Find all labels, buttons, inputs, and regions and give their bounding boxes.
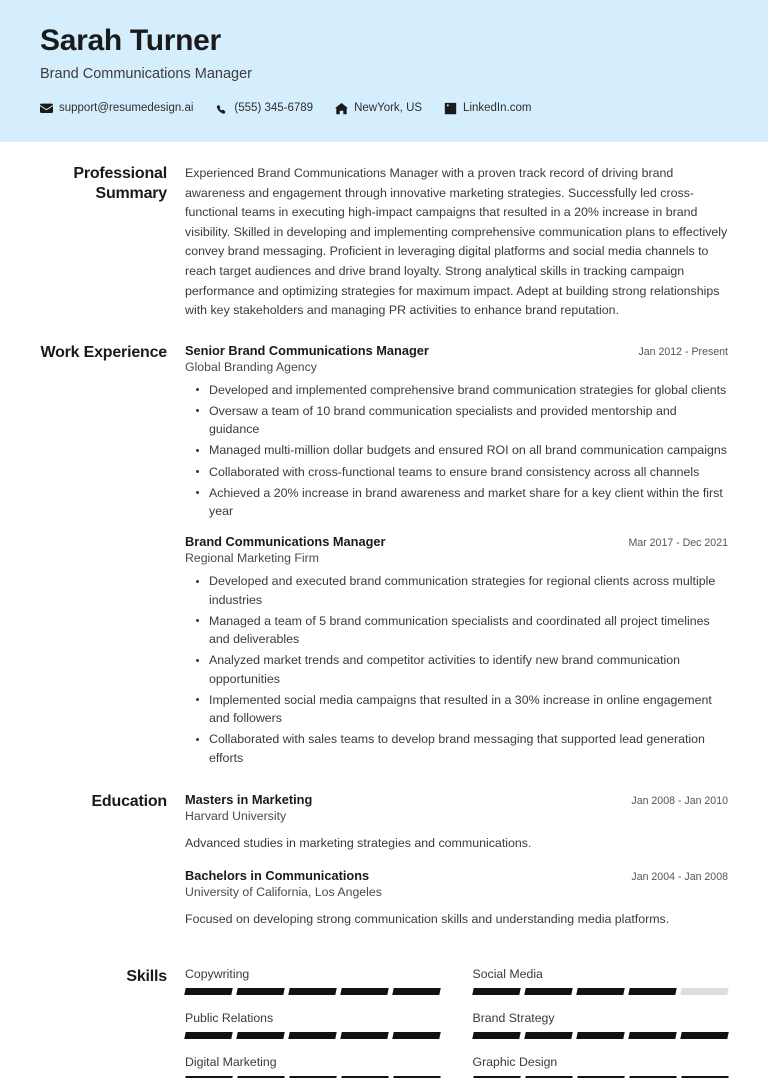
contact-phone-text: (555) 345-6789 — [234, 102, 314, 114]
education-school: Harvard University — [185, 808, 287, 823]
work-entry-title: Brand Communications Manager — [185, 534, 386, 550]
work-content — [185, 343, 728, 770]
skills-grid — [185, 967, 728, 1078]
skill-item — [473, 1011, 729, 1055]
skill-rating-bar — [473, 1032, 729, 1039]
skill-rating-segment — [524, 988, 573, 995]
section-label-work: Work Experience — [40, 343, 167, 361]
list-item: Collaborated with cross-functional teams to ensure brand consistency across all channels — [207, 463, 728, 481]
skill-rating-segment — [236, 988, 285, 995]
work-entry-head — [185, 343, 728, 358]
skill-rating-segment — [184, 988, 233, 995]
skills-content — [185, 967, 728, 1078]
list-item: Implemented social media campaigns that resulted in a 30% increase in online engagement and followers — [207, 691, 728, 727]
list-item: Developed and implemented comprehensive brand communication strategies for global clients — [207, 381, 728, 399]
section-label-summary: Professional Summary — [73, 165, 167, 202]
skill-name: Graphic Design — [472, 1054, 558, 1069]
section-label-education: Education — [91, 792, 167, 810]
skill-rating-segment — [341, 988, 390, 995]
skill-rating-segment — [524, 1032, 573, 1039]
work-entry-date: Jan 2012 - Present — [638, 345, 728, 358]
skill-rating-bar — [185, 1032, 441, 1039]
list-item: Collaborated with sales teams to develop brand messaging that supported lead generation efforts — [207, 730, 728, 766]
skill-item — [185, 1011, 441, 1055]
list-item: Managed a team of 5 brand communication specialists and coordinated all project timelines and deliverables — [207, 612, 728, 648]
skill-rating-segment — [341, 1032, 390, 1039]
education-date: Jan 2008 - Jan 2010 — [631, 794, 728, 807]
education-school: University of California, Los Angeles — [185, 885, 382, 900]
work-entry-date: Mar 2017 - Dec 2021 — [628, 537, 728, 550]
work-entry-bullets — [185, 381, 728, 521]
resume-body — [0, 142, 768, 1078]
skill-item — [473, 967, 729, 1011]
work-entry-company: Global Branding Agency — [185, 359, 317, 374]
summary-content — [185, 164, 728, 321]
skill-rating-segment — [236, 1032, 285, 1039]
contact-location-text: NewYork, US — [354, 102, 423, 114]
education-entry-head — [185, 868, 728, 883]
skill-rating-segment — [628, 1032, 677, 1039]
skill-rating-segment — [393, 1032, 442, 1039]
education-date: Jan 2004 - Jan 2008 — [631, 871, 728, 884]
contact-linkedin[interactable] — [444, 102, 531, 115]
resume-header — [0, 0, 768, 142]
header-job-title: Brand Communications Manager — [40, 65, 252, 82]
work-entry-title: Senior Brand Communications Manager — [185, 342, 429, 358]
phone-icon — [215, 102, 228, 115]
list-item: Oversaw a team of 10 brand communication specialists and provided mentorship and guidance — [207, 402, 728, 438]
skill-rating-segment — [472, 1032, 521, 1039]
skill-name: Digital Marketing — [185, 1054, 277, 1069]
envelope-icon — [40, 102, 53, 115]
contact-email[interactable] — [40, 102, 193, 115]
work-entry-company: Regional Marketing Firm — [185, 551, 319, 566]
contact-linkedin-text: LinkedIn.com — [463, 102, 532, 114]
education-degree: Bachelors in Communications — [185, 868, 370, 884]
work-entry-bullets — [185, 572, 728, 766]
work-entry — [185, 534, 728, 766]
skill-name: Brand Strategy — [472, 1010, 555, 1025]
list-item: Achieved a 20% increase in brand awareness and market share for a key client within the first year — [207, 484, 728, 520]
contact-email-text: support@resumedesign.ai — [59, 102, 194, 114]
skill-rating-segment — [472, 988, 521, 995]
education-description: Focused on developing strong communication skills and understanding media platforms. — [185, 912, 670, 927]
skill-rating-segment — [576, 1032, 625, 1039]
skill-name: Copywriting — [185, 966, 250, 981]
education-entry-head — [185, 792, 728, 807]
skill-rating-segment — [184, 1032, 233, 1039]
list-item: Managed multi-million dollar budgets and ensured ROI on all brand communication campaigns — [207, 441, 728, 459]
section-work-experience — [40, 321, 728, 770]
skill-rating-segment — [288, 988, 337, 995]
list-item: Developed and executed brand communication strategies for regional clients across multiple industries — [207, 572, 728, 608]
skill-rating-segment — [288, 1032, 337, 1039]
education-content — [185, 792, 728, 945]
summary-text: Experienced Brand Communications Manager with a proven track record of driving brand awareness and engagement through innovative marketing strategies. Successfully led cross-functional teams in executing high-impact campaigns that resulted in a 20% increase in brand visibility. Skilled in developing and implementing comprehensive communication plans to effectively convey brand messaging. Proficient in leveraging digital platforms and social media channels to reach target audiences and drive brand loyalty. Strong analytical skills in tracking campaign performance and optimizing strategies for maximum impact. Adept at building strong relationships with key stakeholders and managing PR activities to enhance brand reputation. — [185, 166, 728, 318]
skill-name: Social Media — [472, 966, 543, 981]
list-item: Analyzed market trends and competitor activities to identify new brand communication opportunities — [207, 651, 728, 687]
page-title: Sarah Turner — [40, 24, 221, 57]
skill-item — [473, 1055, 729, 1078]
education-degree: Masters in Marketing — [185, 791, 313, 807]
skill-rating-bar — [473, 988, 729, 995]
work-entry — [185, 343, 728, 521]
education-entry — [185, 868, 728, 929]
education-description: Advanced studies in marketing strategies and communications. — [185, 835, 532, 850]
skill-item — [185, 967, 441, 1011]
work-entry-head — [185, 534, 728, 549]
contact-row — [40, 102, 728, 115]
education-entry — [185, 792, 728, 853]
contact-location[interactable] — [335, 102, 422, 115]
skill-rating-segment — [680, 988, 729, 995]
skill-rating-segment — [680, 1032, 729, 1039]
skill-rating-bar — [185, 988, 441, 995]
home-icon — [335, 102, 348, 115]
skill-rating-segment — [628, 988, 677, 995]
skill-rating-segment — [576, 988, 625, 995]
section-skills — [40, 945, 728, 1078]
linkedin-icon — [444, 102, 457, 115]
section-label-skills: Skills — [126, 967, 167, 985]
skill-name: Public Relations — [185, 1010, 274, 1025]
skill-rating-segment — [393, 988, 442, 995]
contact-phone[interactable] — [215, 102, 313, 115]
skill-item — [185, 1055, 441, 1078]
section-education — [40, 770, 728, 945]
section-professional-summary — [40, 142, 728, 321]
